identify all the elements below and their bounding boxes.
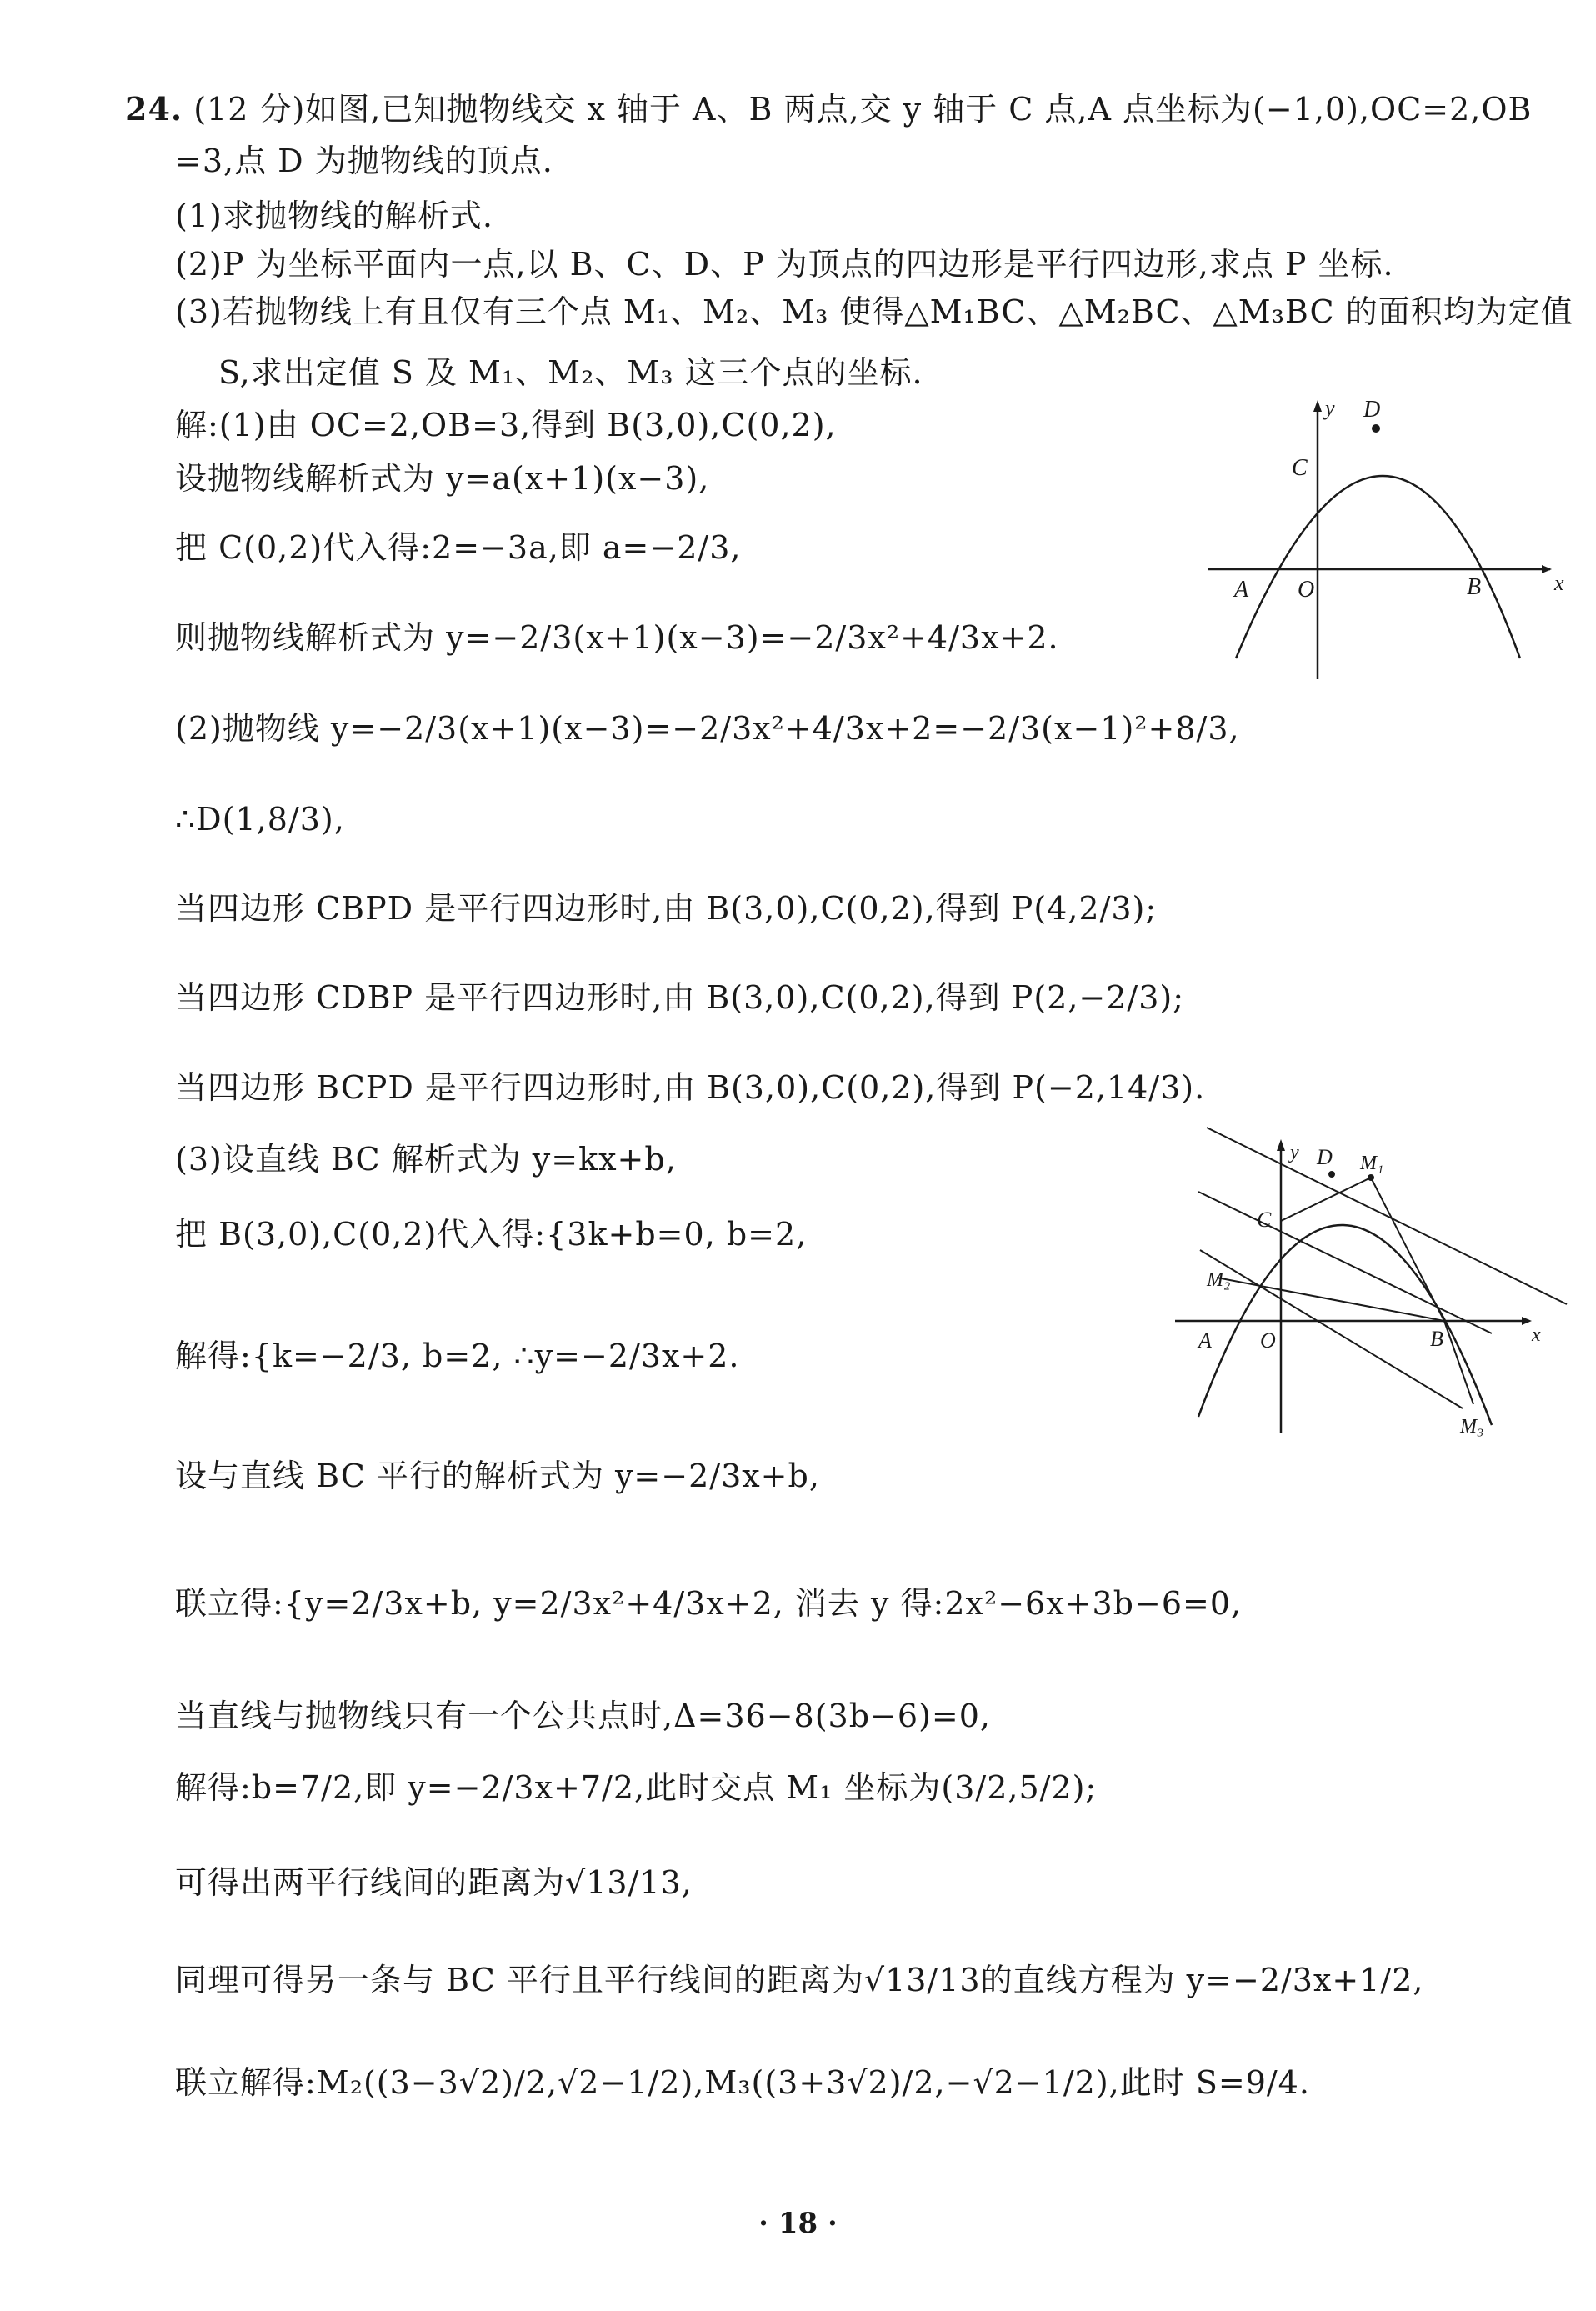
parabola-curve bbox=[1236, 476, 1520, 658]
label-a: A bbox=[1234, 577, 1249, 603]
point-m1 bbox=[1368, 1174, 1374, 1181]
label-x: x bbox=[1532, 1324, 1541, 1346]
solution-line-1: 解:(1)由 OC=2,OB=3,得到 B(3,0),C(0,2), bbox=[175, 407, 837, 443]
label-o: O bbox=[1298, 577, 1315, 603]
solution-line-2: 设抛物线解析式为 y=a(x+1)(x−3), bbox=[175, 460, 710, 497]
label-c: C bbox=[1257, 1208, 1272, 1232]
solution-line-18: 同理可得另一条与 BC 平行且平行线间的距离为√13/13的直线方程为 y=−2/3x+1/2, bbox=[175, 1962, 1424, 1998]
label-b: B bbox=[1467, 574, 1482, 600]
problem-number: 24. bbox=[125, 90, 183, 128]
label-c: C bbox=[1292, 455, 1308, 481]
figure-parabola bbox=[1208, 392, 1567, 692]
solution-line-5: (2)抛物线 y=−2/3(x+1)(x−3)=−2/3x²+4/3x+2=−2/3(x−1)²+8/3, bbox=[175, 710, 1240, 747]
page-number: · 18 · bbox=[758, 2207, 838, 2240]
solution-line-9: 当四边形 BCPD 是平行四边形时,由 B(3,0),C(0,2),得到 P(−2,14/3). bbox=[175, 1069, 1206, 1106]
solution-line-19: 联立解得:M₂((3−3√2)/2,√2−1/2),M₃((3+3√2)/2,−√2−1/2),此时 S=9/4. bbox=[175, 2064, 1310, 2101]
segment-m2b bbox=[1217, 1278, 1444, 1321]
label-y: y bbox=[1290, 1142, 1299, 1163]
line-bc bbox=[1198, 1192, 1492, 1333]
label-d: D bbox=[1363, 397, 1381, 423]
solution-line-17: 可得出两平行线间的距离为√13/13, bbox=[175, 1864, 693, 1901]
segment-bm3 bbox=[1444, 1321, 1473, 1404]
problem-text: (12 分)如图,已知抛物线交 x 轴于 A、B 两点,交 y 轴于 C 点,A 点坐标为(−1,0),OC=2,OB bbox=[193, 91, 1533, 128]
parabola-curve bbox=[1198, 1225, 1492, 1425]
problem-line-6: S,求出定值 S 及 M₁、M₂、M₃ 这三个点的坐标. bbox=[218, 354, 923, 391]
problem-line-2: =3,点 D 为抛物线的顶点. bbox=[175, 143, 553, 179]
solution-line-15: 当直线与抛物线只有一个公共点时,Δ=36−8(3b−6)=0, bbox=[175, 1698, 991, 1734]
solution-line-6: ∴D(1,8/3), bbox=[175, 801, 345, 838]
label-o: O bbox=[1260, 1328, 1276, 1353]
problem-line-5: (3)若抛物线上有且仅有三个点 M₁、M₂、M₃ 使得△M₁BC、△M₂BC、△M₃BC 的面积均为定值 bbox=[175, 293, 1573, 330]
solution-line-11: 把 B(3,0),C(0,2)代入得:{3k+b=0, b=2, bbox=[175, 1216, 808, 1253]
label-m1: M₁ bbox=[1360, 1153, 1384, 1174]
solution-line-7: 当四边形 CBPD 是平行四边形时,由 B(3,0),C(0,2),得到 P(4,2/3); bbox=[175, 890, 1158, 927]
solution-line-4: 则抛物线解析式为 y=−2/3(x+1)(x−3)=−2/3x²+4/3x+2. bbox=[175, 619, 1059, 656]
y-axis-arrow-icon bbox=[1277, 1139, 1285, 1151]
label-m2: M₂ bbox=[1207, 1269, 1231, 1291]
label-a: A bbox=[1198, 1328, 1212, 1353]
label-b: B bbox=[1430, 1327, 1443, 1351]
label-y: y bbox=[1325, 396, 1335, 420]
segment-m1b bbox=[1371, 1178, 1444, 1321]
x-axis-arrow-icon bbox=[1522, 1317, 1532, 1325]
solution-line-16: 解得:b=7/2,即 y=−2/3x+7/2,此时交点 M₁ 坐标为(3/2,5/2); bbox=[175, 1769, 1098, 1806]
label-x: x bbox=[1554, 571, 1564, 595]
solution-line-13: 设与直线 BC 平行的解析式为 y=−2/3x+b, bbox=[175, 1458, 820, 1494]
solution-line-3: 把 C(0,2)代入得:2=−3a,即 a=−2/3, bbox=[175, 529, 742, 566]
problem-line-3: (1)求抛物线的解析式. bbox=[175, 198, 493, 234]
problem-line-1 bbox=[125, 90, 1533, 128]
x-axis-arrow-icon bbox=[1542, 565, 1552, 573]
solution-line-12: 解得:{k=−2/3, b=2, ∴y=−2/3x+2. bbox=[175, 1338, 740, 1374]
problem-line-4: (2)P 为坐标平面内一点,以 B、C、D、P 为顶点的四边形是平行四边形,求点 P 坐标. bbox=[175, 246, 1394, 283]
vertex-d-point bbox=[1372, 424, 1380, 433]
solution-line-10: (3)设直线 BC 解析式为 y=kx+b, bbox=[175, 1141, 677, 1178]
label-m3: M₃ bbox=[1460, 1416, 1484, 1438]
vertex-d-point bbox=[1328, 1171, 1335, 1178]
label-d: D bbox=[1317, 1145, 1333, 1169]
y-axis-arrow-icon bbox=[1313, 400, 1322, 412]
parallel-line-m2-m3 bbox=[1200, 1250, 1463, 1408]
solution-line-8: 当四边形 CDBP 是平行四边形时,由 B(3,0),C(0,2),得到 P(2,−2/3); bbox=[175, 979, 1185, 1016]
figure-parallel-lines bbox=[1167, 1121, 1575, 1442]
segment-cm1 bbox=[1281, 1178, 1371, 1221]
solution-line-14: 联立得:{y=2/3x+b, y=2/3x²+4/3x+2, 消去 y 得:2x²−6x+3b−6=0, bbox=[175, 1585, 1243, 1622]
